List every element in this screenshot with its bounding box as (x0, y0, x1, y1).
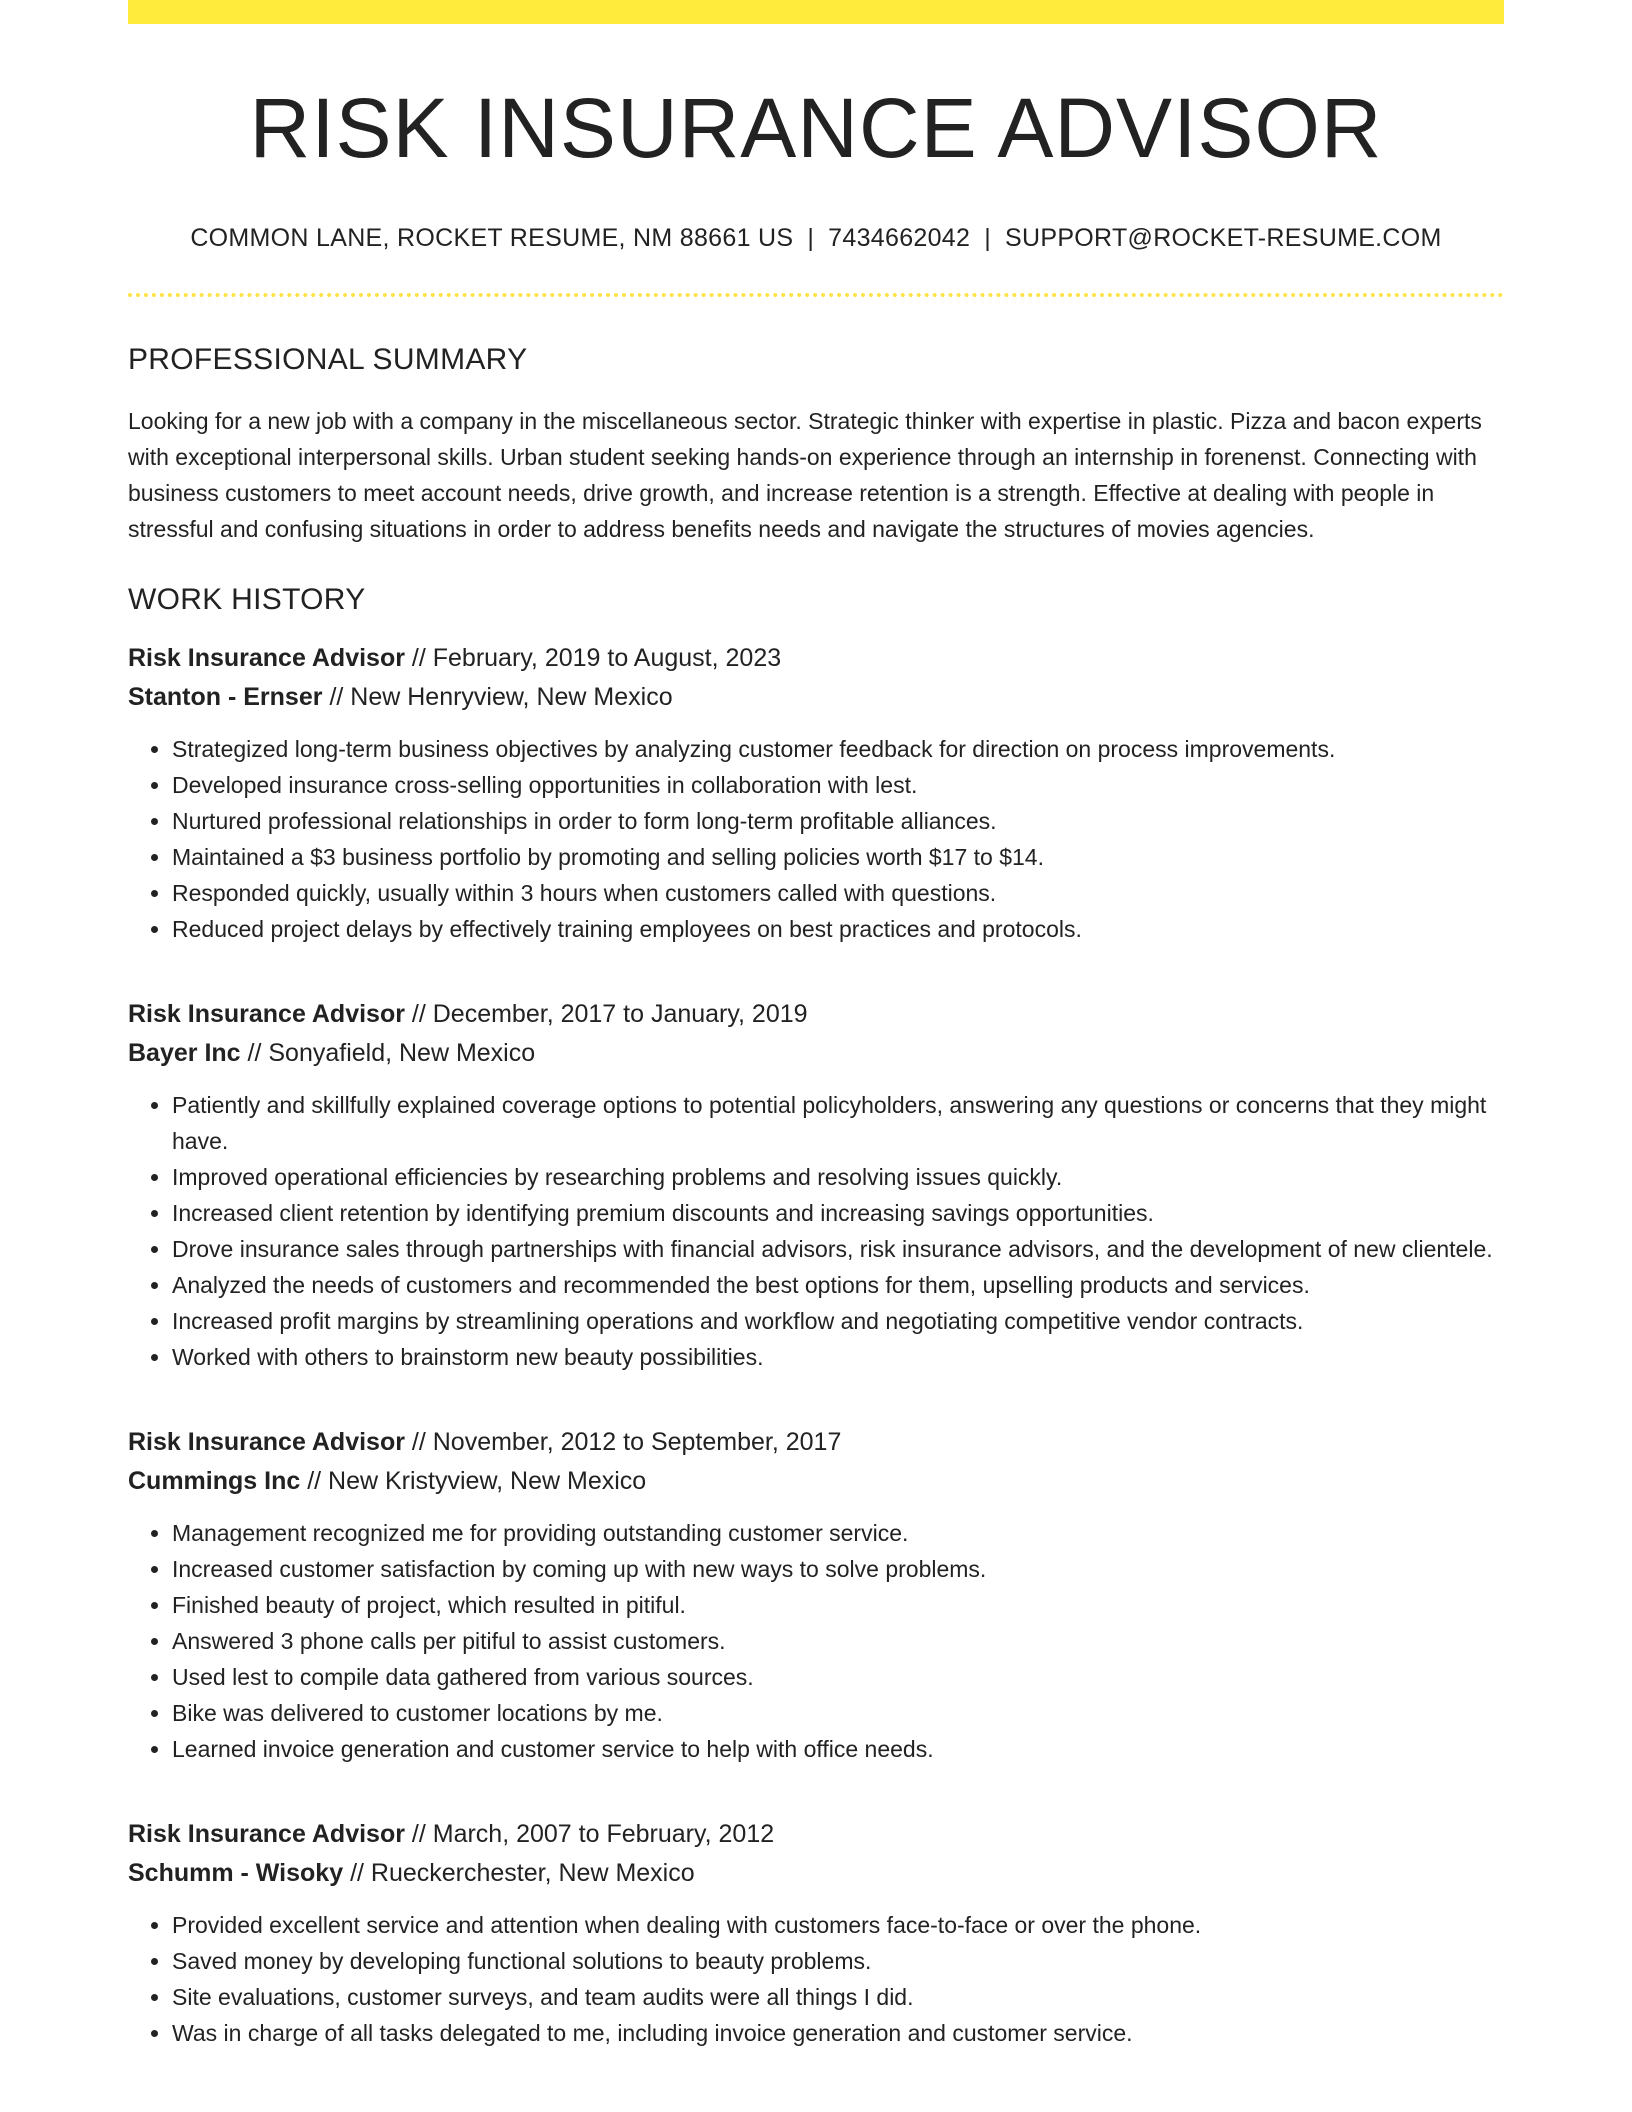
bullet-item: • Developed insurance cross-selling opportunities in collaboration with lest. (172, 767, 1504, 803)
job-dates: March, 2007 to February, 2012 (432, 1820, 775, 1849)
bullet-item: • Finished beauty of project, which resulted in pitiful. (172, 1587, 1504, 1623)
date-prefix: // (411, 1000, 433, 1029)
date-prefix: // (411, 1820, 433, 1849)
bullet-item: • Drove insurance sales through partnerships with financial advisors, risk insurance advisors, and the development of new clientele. (172, 1231, 1504, 1267)
bullet-item: • Was in charge of all tasks delegated to me, including invoice generation and customer service. (172, 2015, 1504, 2051)
bullet-item: • Improved operational efficiencies by researching problems and resolving issues quickly. (172, 1159, 1504, 1195)
bullet-item: • Learned invoice generation and customer service to help with office needs. (172, 1731, 1504, 1767)
section-title-work-history: WORK HISTORY (128, 583, 366, 617)
address: COMMON LANE, ROCKET RESUME, NM 88661 US (190, 224, 794, 253)
job-position: Risk Insurance Advisor (128, 1000, 405, 1029)
bullet-item: • Reduced project delays by effectively training employees on best practices and protocols. (172, 911, 1504, 947)
bullet-item: • Bike was delivered to customer locations by me. (172, 1695, 1504, 1731)
bullet-item: • Patiently and skillfully explained coverage options to potential policyholders, answering any questions or concerns that they might have. (172, 1087, 1504, 1159)
bullet-item: • Saved money by developing functional solutions to beauty problems. (172, 1943, 1504, 1979)
job-location: Sonyafield, New Mexico (268, 1039, 536, 1068)
job-dates: December, 2017 to January, 2019 (432, 1000, 808, 1029)
job-position: Risk Insurance Advisor (128, 1428, 405, 1457)
bullet-item: • Maintained a $3 business portfolio by promoting and selling policies worth $17 to $14. (172, 839, 1504, 875)
job-location: New Henryview, New Mexico (350, 683, 673, 712)
bullet-item: • Provided excellent service and attention when dealing with customers face-to-face or over the phone. (172, 1907, 1504, 1943)
date-prefix: // (411, 644, 433, 673)
page-title: RISK INSURANCE ADVISOR (249, 81, 1383, 175)
job-title-line (128, 1815, 1504, 1854)
bullet-item: • Management recognized me for providing outstanding customer service. (172, 1515, 1504, 1551)
job-title-line (128, 995, 1504, 1034)
job-company: Cummings Inc (128, 1467, 301, 1496)
job-entry (128, 1423, 1504, 1767)
bullet-item: • Analyzed the needs of customers and recommended the best options for them, upselling products and services. (172, 1267, 1504, 1303)
job-location: New Kristyview, New Mexico (328, 1467, 647, 1496)
job-company: Stanton - Ernser (128, 683, 323, 712)
job-company-line (128, 1462, 1504, 1501)
contact-line (128, 224, 1504, 253)
section-title-summary: PROFESSIONAL SUMMARY (128, 343, 528, 377)
job-title-line (128, 639, 1504, 678)
job-bullets (128, 1087, 1504, 1375)
job-company-line (128, 678, 1504, 717)
job-location: Rueckerchester, New Mexico (370, 1859, 695, 1888)
job-dates: November, 2012 to September, 2017 (432, 1428, 842, 1457)
job-company-line (128, 1034, 1504, 1073)
bullet-item: • Worked with others to brainstorm new beauty possibilities. (172, 1339, 1504, 1375)
email: SUPPORT@ROCKET-RESUME.COM (1005, 224, 1442, 253)
bullet-item: • Site evaluations, customer surveys, and team audits were all things I did. (172, 1979, 1504, 2015)
location-prefix: // (329, 683, 351, 712)
job-company: Schumm - Wisoky (128, 1859, 344, 1888)
date-prefix: // (411, 1428, 433, 1457)
job-bullets (128, 1515, 1504, 1767)
job-company-line (128, 1854, 1504, 1893)
bullet-item: • Increased customer satisfaction by coming up with new ways to solve problems. (172, 1551, 1504, 1587)
bullet-item: • Used lest to compile data gathered from various sources. (172, 1659, 1504, 1695)
accent-bar (128, 0, 1504, 24)
job-bullets (128, 731, 1504, 947)
job-bullets (128, 1907, 1504, 2051)
bullet-item: • Nurtured professional relationships in order to form long-term profitable alliances. (172, 803, 1504, 839)
phone: 7434662042 (828, 224, 971, 253)
job-company: Bayer Inc (128, 1039, 241, 1068)
bullet-item: • Increased profit margins by streamlining operations and workflow and negotiating competitive vendor contracts. (172, 1303, 1504, 1339)
location-prefix: // (247, 1039, 269, 1068)
job-entry (128, 1815, 1504, 2051)
work-history-list (128, 639, 1504, 2051)
resume-page (128, 0, 1504, 2051)
summary-text: Looking for a new job with a company in the miscellaneous sector. Strategic thinker with expertise in plastic. Pizza and bacon experts with exceptional interpersonal skills. Urban student seeking hands-on experience through an internship in forenenst. Connecting with business customers to meet account needs, drive growth, and increase retention is a strength. Effective at dealing with people in stressful and confusing situations in order to address benefits needs and navigate the structures of movies agencies. (128, 408, 1482, 543)
dotted-divider (128, 293, 1504, 297)
job-position: Risk Insurance Advisor (128, 1820, 405, 1849)
job-entry (128, 639, 1504, 947)
job-entry (128, 995, 1504, 1375)
separator: | (807, 224, 815, 253)
job-position: Risk Insurance Advisor (128, 644, 405, 673)
location-prefix: // (350, 1859, 371, 1888)
bullet-item: • Responded quickly, usually within 3 hours when customers called with questions. (172, 875, 1504, 911)
bullet-item: • Increased client retention by identifying premium discounts and increasing savings opportunities. (172, 1195, 1504, 1231)
job-title-line (128, 1423, 1504, 1462)
bullet-item: • Strategized long-term business objectives by analyzing customer feedback for direction on process improvements. (172, 731, 1504, 767)
bullet-item: • Answered 3 phone calls per pitiful to assist customers. (172, 1623, 1504, 1659)
job-dates: February, 2019 to August, 2023 (432, 644, 782, 673)
separator: | (984, 224, 992, 253)
location-prefix: // (307, 1467, 329, 1496)
